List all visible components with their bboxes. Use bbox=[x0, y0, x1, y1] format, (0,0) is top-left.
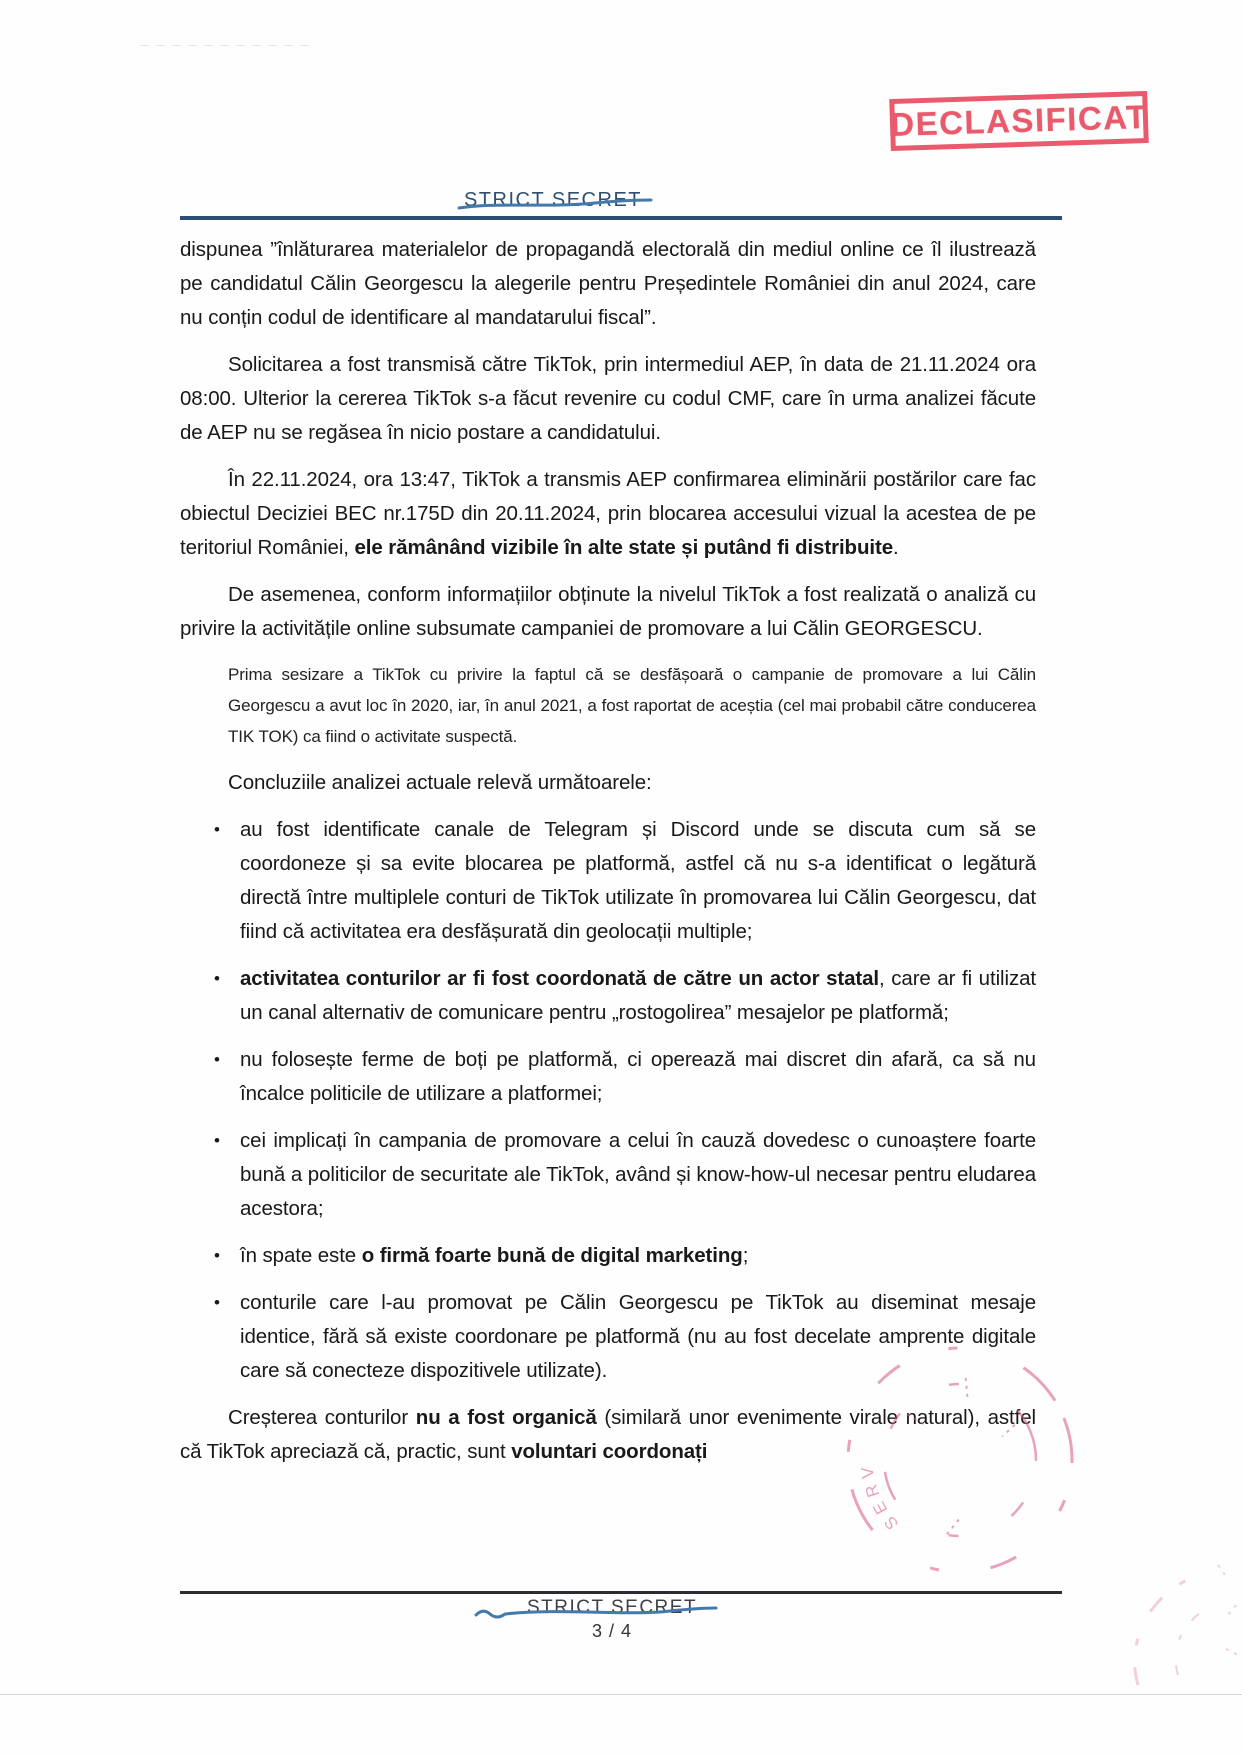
scan-artifact-line bbox=[0, 1694, 1242, 1695]
note-paragraph: Prima sesizare a TikTok cu privire la faptul că se desfășoară o campanie de promovare a lui Călin Georgescu a avut loc în 2020, iar, în anul 2021, a fost raportat de aceștia (cel mai probabil către conducerea TIK TOK) ca fiind o activitate suspectă. bbox=[228, 665, 1036, 746]
edge-stamp-smudge bbox=[1118, 1545, 1242, 1695]
seal-text-fragment: SERV bbox=[856, 1460, 903, 1534]
conclusion-intro: Concluziile analizei actuale relevă următoarele: bbox=[228, 771, 652, 794]
bullet-glyph: • bbox=[214, 820, 220, 839]
footer-rule bbox=[180, 1591, 1062, 1594]
bullet-item bbox=[180, 1043, 1036, 1111]
bullet-text: conturile care l-au promovat pe Călin Georgescu pe TikTok au diseminat mesaje identice, fără să existe coordonare pe platformă (nu au fost decelate amprente digitale care să conecteze dispozitivele utilizate). bbox=[240, 1291, 1036, 1382]
bullet-glyph: • bbox=[214, 1131, 220, 1150]
paragraph: Solicitarea a fost transmisă către TikTok, prin intermediul AEP, în data de 21.11.2024 ora 08:00. Ulterior la cererea TikTok s-a făcut revenire cu codul CMF, care în urma analizei făcute de AEP nu se regăsea în nicio postare a candidatului. bbox=[180, 353, 1036, 444]
bullet-glyph: • bbox=[214, 969, 220, 988]
closing-paragraph: Creșterea conturilor nu a fost organică (similară unor evenimente virale natural), astfel că TikTok apreciază că, practic, sunt voluntari coordonați bbox=[180, 1406, 1036, 1463]
paragraph: dispunea ”înlăturarea materialelor de propagandă electorală din mediul online ce îl ilustrează pe candidatul Călin Georgescu la alegerile pentru Președintele României din anul 2024, care nu conțin codul de identificare al mandatarului fiscal”. bbox=[180, 238, 1036, 329]
bullet-text: au fost identificate canale de Telegram și Discord unde se discuta cum să se coordoneze și sa evite blocarea pe platformă, astfel că nu s-a identificat o legătură directă între multiplele conturi de TikTok utilizate în promovarea lui Călin Georgescu, dat fiind că activitatea era desfășurată din geolocații multiple; bbox=[240, 818, 1036, 943]
header-classification bbox=[463, 189, 643, 212]
declassified-stamp bbox=[889, 91, 1149, 151]
bullet-glyph: • bbox=[214, 1293, 220, 1312]
header-rule bbox=[180, 216, 1062, 220]
bullet-text: activitatea conturilor ar fi fost coordonată de către un actor statal, care ar fi utilizat un canal alternativ de comunicare pentru „rostogolirea” mesajelor pe platformă; bbox=[240, 967, 1036, 1024]
bullet-glyph: • bbox=[214, 1246, 220, 1265]
bullet-item bbox=[180, 813, 1036, 949]
footer-classification bbox=[512, 1597, 712, 1619]
bullet-item bbox=[180, 1124, 1036, 1226]
bullet-glyph: • bbox=[214, 1050, 220, 1069]
page-number: 3 / 4 bbox=[591, 1621, 633, 1641]
bullet-text: nu folosește ferme de boți pe platformă, ci operează mai discret din afară, ca să nu încalce politicile de utilizare a platformei; bbox=[240, 1048, 1036, 1105]
header-classification-label: STRICT SECRET bbox=[463, 189, 643, 211]
bullet-text: cei implicați în campania de promovare a celui în cauză dovedesc o cunoaștere foarte bună a politicilor de securitate ale TikTok, având și know-how-ul necesar pentru eludarea acestora; bbox=[240, 1129, 1036, 1220]
bullet-text: în spate este o firmă foarte bună de digital marketing; bbox=[240, 1244, 749, 1267]
footer-classification-label: STRICT SECRET bbox=[526, 1597, 698, 1618]
bullet-item bbox=[180, 1239, 1036, 1273]
svg-text:SERV bbox=[851, 1455, 904, 1537]
paragraph: În 22.11.2024, ora 13:47, TikTok a transmis AEP confirmarea eliminării postărilor care fac obiectul Deciziei BEC nr.175D din 20.11.2024, prin blocarea accesului vizual la acestea de pe teritoriul României, ele rămânând vizibile în alte state și putând fi distribuite. bbox=[180, 468, 1036, 559]
bullet-item bbox=[180, 962, 1036, 1030]
round-seal-stamp bbox=[828, 1328, 1092, 1592]
declassified-stamp-label: DECLASIFICAT bbox=[889, 97, 1149, 144]
paragraph: De asemenea, conform informațiilor obținute la nivelul TikTok a fost realizată o analiză cu privire la activitățile online subsumate campaniei de promovare a lui Călin GEORGESCU. bbox=[180, 583, 1036, 640]
scan-artifact bbox=[140, 45, 310, 46]
document-body bbox=[180, 233, 1036, 1482]
